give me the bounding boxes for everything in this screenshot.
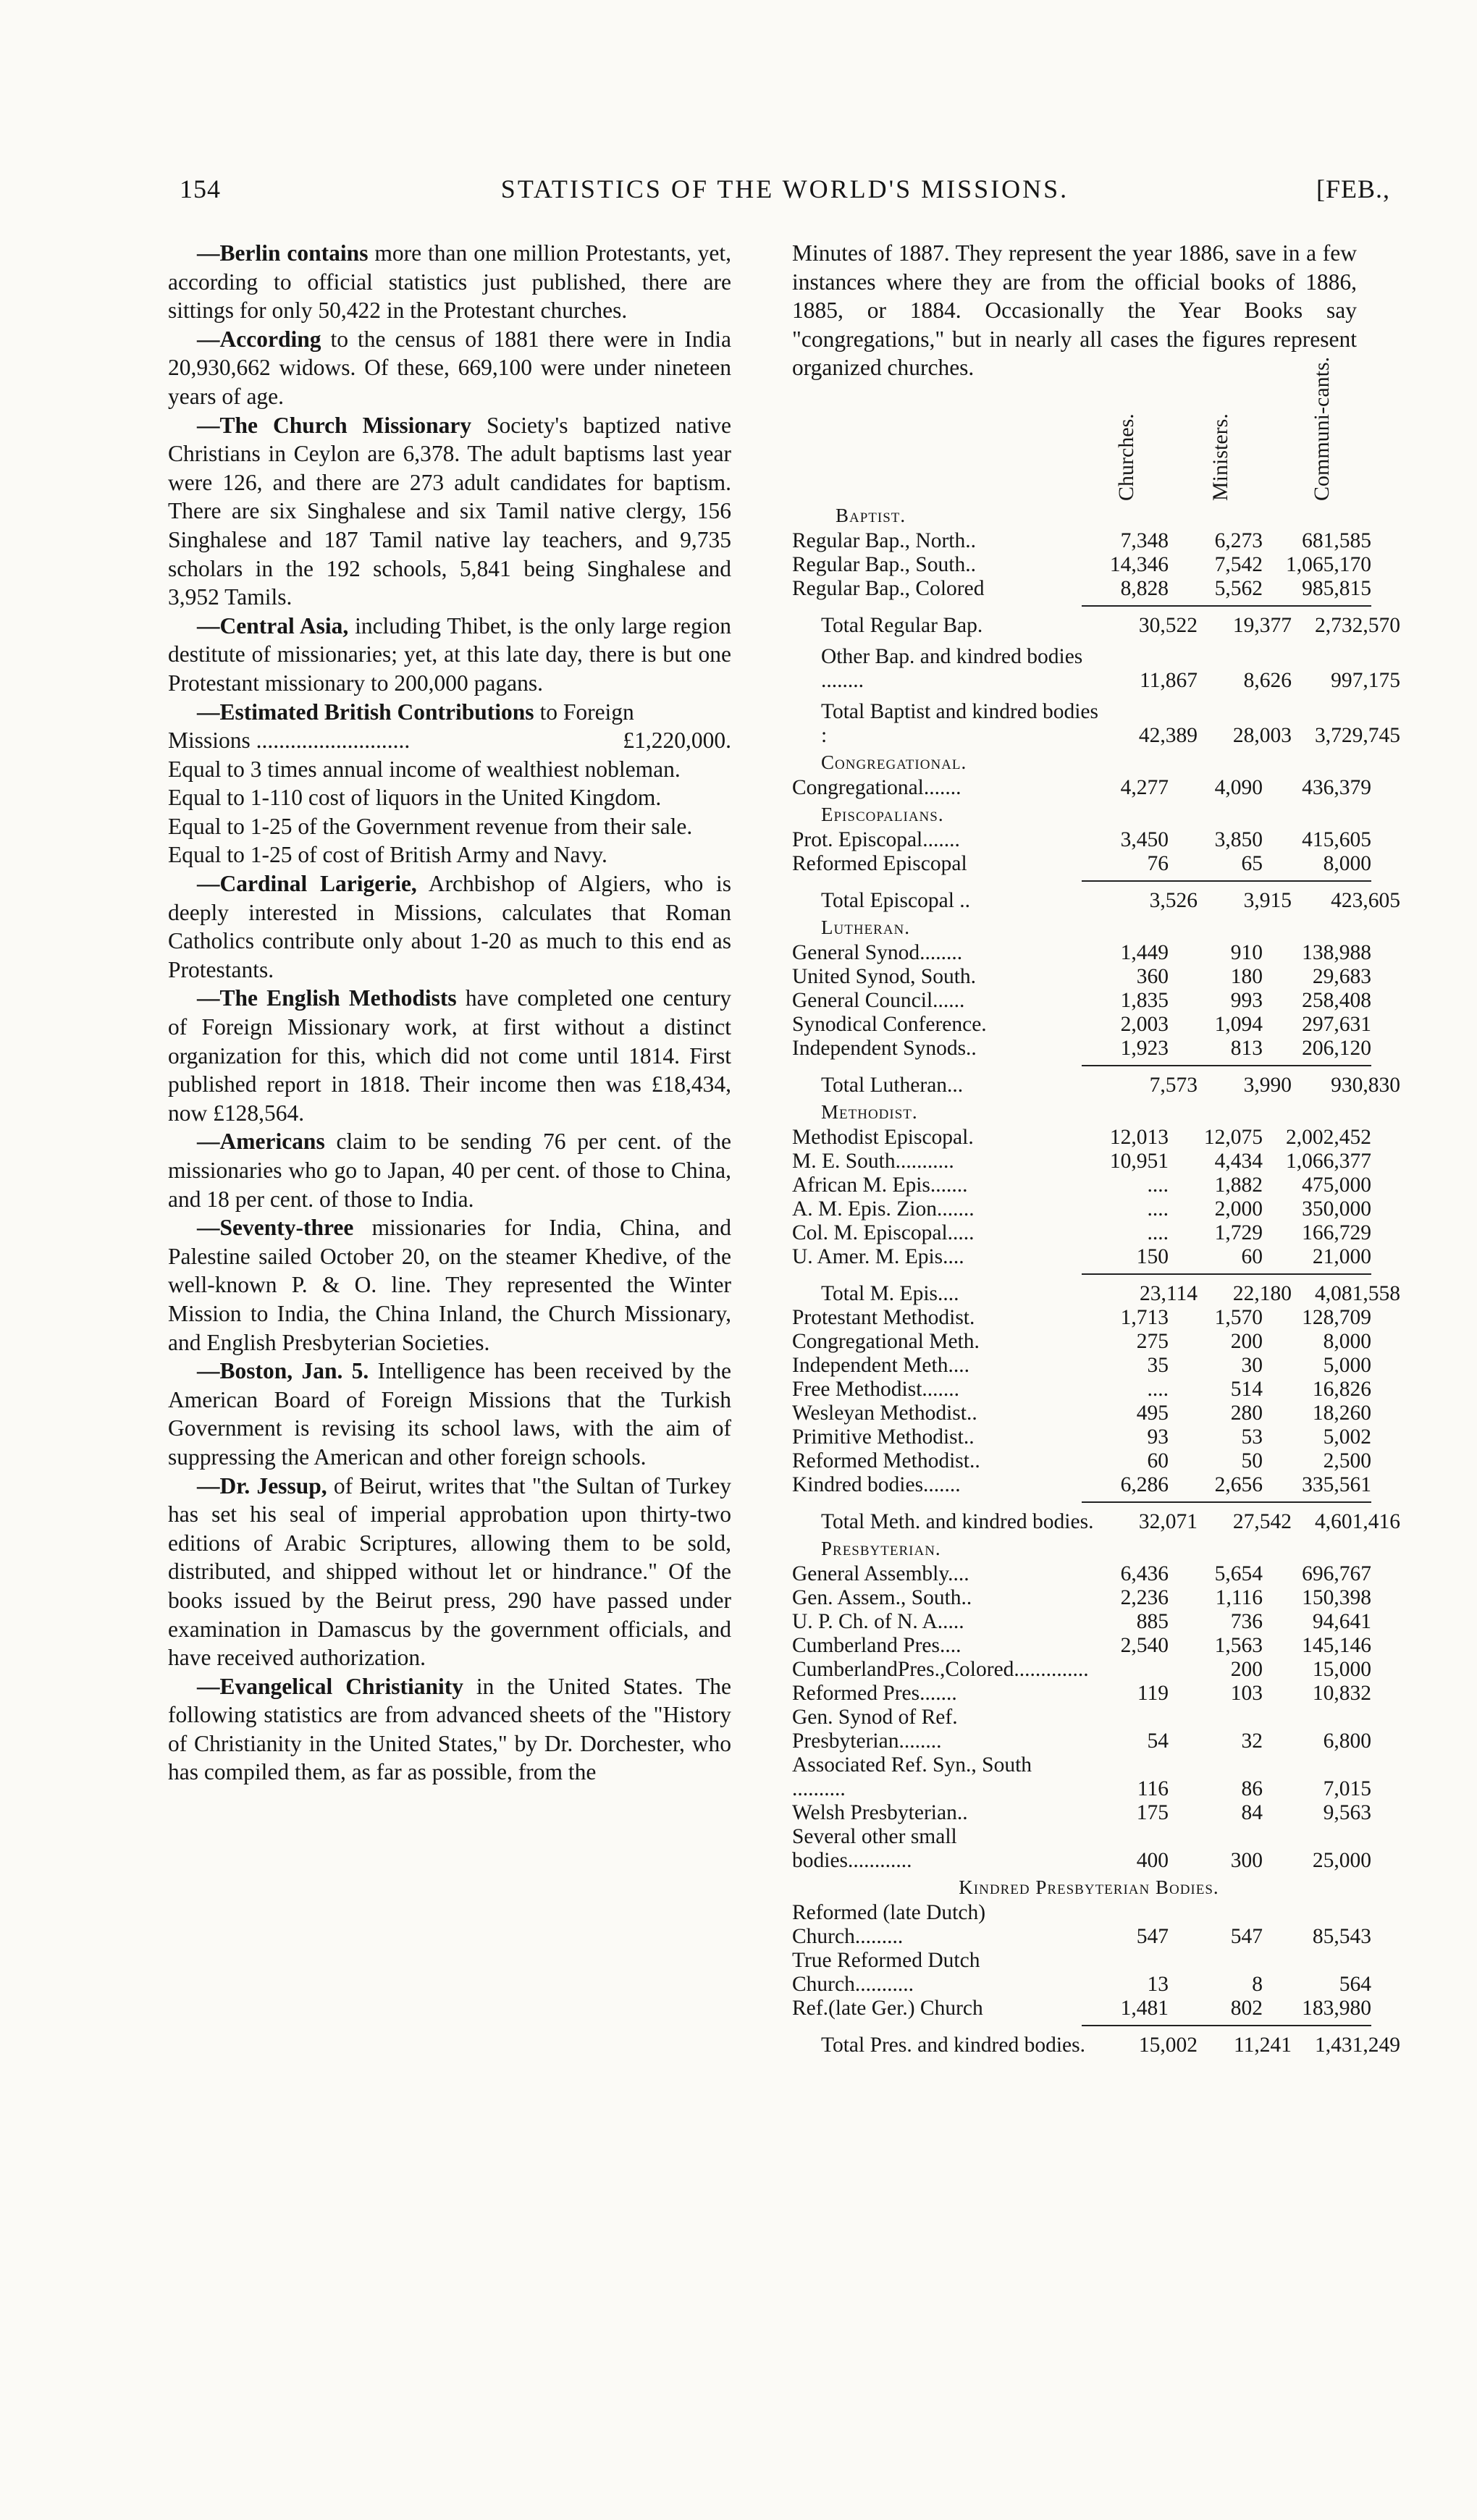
ministers-value: 8 bbox=[1252, 1972, 1263, 1996]
paragraph-berlin: —Berlin contains more than one million Protestants, yet, according to official statistics just published, there are sittings for only 50,422 in the Protestant churches. bbox=[168, 240, 731, 324]
left-column bbox=[168, 239, 731, 1787]
ministers-value: 993 bbox=[1230, 988, 1263, 1012]
row-label: M. E. South........... bbox=[792, 1149, 954, 1173]
ministers-value: 180 bbox=[1230, 964, 1263, 988]
total-row bbox=[792, 1281, 1400, 1306]
communicants-value: 985,815 bbox=[1302, 576, 1371, 600]
churches-value: 547 bbox=[1136, 1924, 1169, 1948]
ministers-value: 3,990 bbox=[1243, 1073, 1292, 1097]
table-row bbox=[792, 964, 1371, 989]
table-row bbox=[792, 1425, 1371, 1449]
ministers-value: 2,000 bbox=[1214, 1197, 1263, 1221]
row-label: Col. M. Episcopal..... bbox=[792, 1221, 975, 1244]
table-row bbox=[792, 1472, 1371, 1497]
churches-value: 2,003 bbox=[1120, 1012, 1169, 1036]
ministers-value: 4,090 bbox=[1214, 775, 1263, 799]
table-rule bbox=[1082, 2025, 1371, 2026]
communicants-value: 9,563 bbox=[1323, 1800, 1371, 1824]
table-row bbox=[792, 1609, 1371, 1634]
ministers-value: 1,570 bbox=[1214, 1305, 1263, 1329]
churches-value: 8,828 bbox=[1120, 576, 1169, 600]
ministers-value: 200 bbox=[1230, 1657, 1263, 1681]
row-label: Total Lutheran... bbox=[821, 1073, 964, 1097]
row-label: Kindred bodies....... bbox=[792, 1472, 961, 1496]
communicants-value: 21,000 bbox=[1312, 1244, 1371, 1268]
ministers-value: 8,626 bbox=[1243, 668, 1292, 692]
table-row bbox=[792, 1221, 1371, 1245]
ministers-value: 1,882 bbox=[1214, 1173, 1263, 1197]
statistics-table bbox=[792, 356, 1400, 2057]
table-row bbox=[792, 1244, 1371, 1269]
row-label: Gen. Synod of Ref. Presbyterian........ bbox=[792, 1705, 958, 1753]
ministers-value: 200 bbox=[1230, 1329, 1263, 1353]
row-label: U. Amer. M. Epis.... bbox=[792, 1244, 964, 1268]
statistics-intro: Minutes of 1887. They represent the year 1886, save in a few instances where they are from the official books of 1886, 1885, or 1884. Occasionally the Year Books say "congregations," but in nearly all cases the figures represent organized churches. bbox=[792, 240, 1357, 381]
communicants-value: 475,000 bbox=[1302, 1173, 1371, 1197]
churches-value: 42,389 bbox=[1138, 723, 1198, 747]
churches-value: 495 bbox=[1136, 1401, 1169, 1425]
ministers-value: 802 bbox=[1230, 1996, 1263, 2020]
section-heading: Episcopalians. bbox=[821, 803, 944, 825]
ministers-value: 4,434 bbox=[1214, 1149, 1263, 1173]
section-heading: Lutheran. bbox=[821, 916, 911, 938]
communicants-value: 85,543 bbox=[1312, 1924, 1371, 1948]
ministers-value: 547 bbox=[1230, 1924, 1263, 1948]
table-row bbox=[792, 528, 1371, 553]
paragraph-english-methodists: —The English Methodists have completed one century of Foreign Missionary work, at first without a distinct organization for this, which did not come until 1814. First published report in 1818. Their income then was £18,434, now £128,564. bbox=[168, 985, 731, 1126]
ministers-value: 3,915 bbox=[1243, 888, 1292, 912]
communicants-value: 150,398 bbox=[1302, 1585, 1371, 1609]
row-label: Reformed Methodist.. bbox=[792, 1449, 980, 1472]
communicants-value: 145,146 bbox=[1302, 1633, 1371, 1657]
ministers-value: 19,377 bbox=[1232, 613, 1292, 637]
communicants-value: 696,767 bbox=[1302, 1562, 1371, 1585]
churches-value: 7,348 bbox=[1120, 528, 1169, 552]
churches-value: 11,867 bbox=[1139, 668, 1198, 692]
row-label: United Synod, South. bbox=[792, 964, 977, 988]
ministers-value: 32 bbox=[1241, 1729, 1263, 1753]
churches-value: 360 bbox=[1136, 964, 1169, 988]
communicants-value: 3,729,745 bbox=[1315, 723, 1400, 747]
table-row bbox=[792, 851, 1371, 876]
communicants-value: 138,988 bbox=[1302, 940, 1371, 964]
ministers-value: 12,075 bbox=[1203, 1125, 1263, 1149]
row-label: Regular Bap., Colored bbox=[792, 576, 985, 600]
paragraph-americans: —Americans claim to be sending 76 per cent. of the missionaries who go to Japan, 40 per cent. of those to China, and 18 per cent. of those to India. bbox=[168, 1129, 731, 1212]
communicants-value: 7,015 bbox=[1323, 1777, 1371, 1800]
ministers-value: 65 bbox=[1241, 851, 1263, 875]
row-label: Total M. Epis.... bbox=[821, 1281, 959, 1305]
communicants-value: 94,641 bbox=[1312, 1609, 1371, 1633]
ministers-value: 514 bbox=[1230, 1377, 1263, 1401]
row-label: Prot. Episcopal....... bbox=[792, 827, 960, 851]
table-rule bbox=[1082, 1501, 1371, 1503]
table-row bbox=[792, 1173, 1371, 1197]
right-column bbox=[792, 239, 1400, 2057]
ministers-value: 22,180 bbox=[1232, 1281, 1292, 1305]
ministers-value: 103 bbox=[1230, 1681, 1263, 1705]
row-label: Reformed Pres....... bbox=[792, 1681, 957, 1705]
table-row bbox=[792, 1948, 1371, 1997]
communicants-value: 25,000 bbox=[1312, 1848, 1371, 1872]
table-row bbox=[792, 1125, 1371, 1150]
communicants-value: 1,065,170 bbox=[1286, 552, 1371, 576]
ministers-value: 84 bbox=[1241, 1800, 1263, 1824]
row-label: Total Baptist and kindred bodies : bbox=[821, 699, 1099, 747]
row-label: Total Episcopal .. bbox=[821, 888, 971, 912]
column-headers bbox=[792, 356, 1357, 501]
communicants-value: 297,631 bbox=[1302, 1012, 1371, 1036]
communicants-value: 1,066,377 bbox=[1286, 1149, 1371, 1173]
table-row bbox=[792, 1149, 1371, 1173]
table-row bbox=[792, 1562, 1371, 1586]
row-label: Congregational....... bbox=[792, 775, 961, 799]
communicants-value: 16,826 bbox=[1312, 1377, 1371, 1401]
table-row bbox=[792, 1401, 1371, 1425]
table-row bbox=[792, 1824, 1371, 1873]
churches-value: 3,526 bbox=[1149, 888, 1198, 912]
row-label: Associated Ref. Syn., South .......... bbox=[792, 1753, 1032, 1800]
table-row bbox=[792, 1012, 1371, 1037]
churches-value: 15,002 bbox=[1138, 2033, 1198, 2057]
ministers-value: 27,542 bbox=[1232, 1509, 1292, 1533]
churches-value: 10,951 bbox=[1109, 1149, 1169, 1173]
row-label: Several other small bodies............ bbox=[792, 1824, 957, 1872]
running-date: [FEB., bbox=[1316, 174, 1390, 203]
row-label: Methodist Episcopal. bbox=[792, 1125, 974, 1149]
churches-value: 32,071 bbox=[1138, 1509, 1198, 1533]
ministers-value: 736 bbox=[1230, 1609, 1263, 1633]
churches-value: 400 bbox=[1136, 1848, 1169, 1872]
section-heading: Congregational. bbox=[821, 751, 967, 773]
ministers-value: 60 bbox=[1241, 1244, 1263, 1268]
equal-line: Equal to 3 times annual income of wealthiest nobleman. bbox=[168, 756, 681, 782]
churches-value: 60 bbox=[1147, 1449, 1169, 1472]
churches-value: .... bbox=[1147, 1173, 1169, 1197]
churches-value: 35 bbox=[1147, 1353, 1169, 1377]
communicants-value: 10,832 bbox=[1312, 1681, 1371, 1705]
row-label: Independent Meth.... bbox=[792, 1353, 969, 1377]
communicants-value: 8,000 bbox=[1323, 1329, 1371, 1353]
total-row bbox=[792, 644, 1400, 693]
ministers-value: 5,654 bbox=[1214, 1562, 1263, 1585]
paragraph-seventy-three: —Seventy-three missionaries for India, China, and Palestine sailed October 20, on the steamer Khedive, of the well-known P. & O. line. They represented the Winter Mission to India, the China Inland, the Church Missionary, and English Presbyterian Societies. bbox=[168, 1215, 731, 1355]
table-row bbox=[792, 1800, 1371, 1825]
churches-value: 3,450 bbox=[1120, 827, 1169, 851]
row-label: Reformed (late Dutch) Church......... bbox=[792, 1900, 986, 1948]
communicants-value: 8,000 bbox=[1323, 851, 1371, 875]
ministers-value: 2,656 bbox=[1214, 1472, 1263, 1496]
ministers-value: 6,273 bbox=[1214, 528, 1263, 552]
paragraph-ceylon: —The Church Missionary Society's baptized native Christians in Ceylon are 6,378. The adult baptisms last year were 126, and there are 273 adult candidates for baptism. There are six Singhalese and six Tamil native clergy, 156 Singhalese and 187 Tamil native lay teachers, and 9,735 scholars in the 192 schools, 5,841 being Singhalese and 3,952 Tamils. bbox=[168, 412, 731, 610]
row-label: Welsh Presbyterian.. bbox=[792, 1800, 968, 1824]
table-row bbox=[792, 1633, 1371, 1658]
paragraph-india-widows: —According to the census of 1881 there were in India 20,930,662 widows. Of these, 669,100 were under nineteen years of age. bbox=[168, 326, 731, 409]
running-title: STATISTICS OF THE WORLD'S MISSIONS. bbox=[500, 174, 1069, 203]
ministers-value: 300 bbox=[1230, 1848, 1263, 1872]
row-label: Wesleyan Methodist.. bbox=[792, 1401, 977, 1425]
churches-value: 93 bbox=[1147, 1425, 1169, 1449]
ministers-value: 280 bbox=[1230, 1401, 1263, 1425]
table-rule bbox=[1082, 1273, 1371, 1275]
section-heading: Kindred Presbyterian Bodies. bbox=[959, 1876, 1219, 1898]
communicants-value: 5,002 bbox=[1323, 1425, 1371, 1449]
table-row bbox=[792, 1585, 1371, 1610]
table-row bbox=[792, 1996, 1371, 2020]
table-row bbox=[792, 1036, 1371, 1061]
row-label: Gen. Assem., South.. bbox=[792, 1585, 972, 1609]
churches-value: 2,540 bbox=[1120, 1633, 1169, 1657]
ministers-value: 28,003 bbox=[1232, 723, 1292, 747]
churches-value: 4,277 bbox=[1120, 775, 1169, 799]
churches-value: 2,236 bbox=[1120, 1585, 1169, 1609]
churches-value: 23,114 bbox=[1139, 1281, 1198, 1305]
communicants-value: 4,601,416 bbox=[1315, 1509, 1400, 1533]
churches-value: 150 bbox=[1136, 1244, 1169, 1268]
paragraph-evangelical: —Evangelical Christianity in the United States. The following statistics are from advanced sheets of the "History of Christianity in the United States," by Dr. Dorchester, who has compiled them, as far as possible, from the bbox=[168, 1673, 731, 1785]
churches-value: 175 bbox=[1136, 1800, 1169, 1824]
paragraph-boston: —Boston, Jan. 5. Intelligence has been received by the American Board of Foreign Missions that the Turkish Government is revising its school laws, with the aim of suppressing the American and other foreign schools. bbox=[168, 1358, 731, 1470]
row-label: Congregational Meth. bbox=[792, 1329, 980, 1353]
ministers-value: 1,729 bbox=[1214, 1221, 1263, 1244]
communicants-value: 415,605 bbox=[1302, 827, 1371, 851]
churches-value: 1,713 bbox=[1120, 1305, 1169, 1329]
british-contributions: —Estimated British Contributions to Foreign Missions ........................... £1,220,000. bbox=[168, 699, 731, 754]
paragraph-central-asia: —Central Asia, including Thibet, is the only large region destitute of missionaries; yet, at this late day, there is but one Protestant missionary to 200,000 pagans. bbox=[168, 612, 731, 696]
communicants-value: 2,500 bbox=[1323, 1449, 1371, 1472]
ministers-value: 50 bbox=[1241, 1449, 1263, 1472]
churches-value: 7,573 bbox=[1149, 1073, 1198, 1097]
churches-value: 13 bbox=[1147, 1972, 1169, 1996]
row-label: General Assembly.... bbox=[792, 1562, 969, 1585]
communicants-value: 166,729 bbox=[1302, 1221, 1371, 1244]
communicants-value: 206,120 bbox=[1302, 1036, 1371, 1060]
paragraph-jessup: —Dr. Jessup, of Beirut, writes that "the Sultan of Turkey has set his seal of imperial approbation upon thirty-two editions of Arabic Scriptures, allowing them to be sold, distributed, and shipped without let or hindrance." Of the books issued by the Beirut press, 290 have passed under examination in Damascus by the government officials, and have received authorization. bbox=[168, 1472, 732, 1671]
row-label: True Reformed Dutch Church........... bbox=[792, 1948, 980, 1996]
table-row bbox=[792, 1353, 1371, 1378]
communicants-value: 2,002,452 bbox=[1286, 1125, 1371, 1149]
table-rule bbox=[1082, 1065, 1371, 1066]
row-label: Regular Bap., North.. bbox=[792, 528, 976, 552]
communicants-value: 4,081,558 bbox=[1315, 1281, 1400, 1305]
total-row bbox=[792, 699, 1400, 748]
row-label: Ref.(late Ger.) Church bbox=[792, 1996, 983, 2020]
section-heading: Baptist. bbox=[836, 504, 906, 526]
churches-value: 1,923 bbox=[1120, 1036, 1169, 1060]
churches-value: 885 bbox=[1136, 1609, 1169, 1633]
row-label: Cumberland Pres.... bbox=[792, 1633, 961, 1657]
row-label: Free Methodist....... bbox=[792, 1377, 960, 1401]
churches-value: 1,835 bbox=[1120, 988, 1169, 1012]
row-label: Total Regular Bap. bbox=[821, 613, 983, 637]
row-label: Independent Synods.. bbox=[792, 1036, 977, 1060]
communicants-value: 18,260 bbox=[1312, 1401, 1371, 1425]
communicants-value: 930,830 bbox=[1331, 1073, 1400, 1097]
communicants-value: 564 bbox=[1339, 1972, 1371, 1996]
row-label: Primitive Methodist.. bbox=[792, 1425, 975, 1449]
communicants-value: 1,431,249 bbox=[1315, 2033, 1400, 2057]
churches-value: 30,522 bbox=[1138, 613, 1198, 637]
table-rule bbox=[1082, 880, 1371, 882]
page-number: 154 bbox=[180, 174, 221, 203]
ministers-value: 813 bbox=[1230, 1036, 1263, 1060]
ministers-value: 910 bbox=[1230, 940, 1263, 964]
churches-value: 14,346 bbox=[1109, 552, 1169, 576]
row-label: A. M. Epis. Zion....... bbox=[792, 1197, 975, 1221]
churches-value: 76 bbox=[1147, 851, 1169, 875]
total-row bbox=[792, 2033, 1400, 2057]
row-label: African M. Epis....... bbox=[792, 1173, 968, 1197]
communicants-value: 2,732,570 bbox=[1315, 613, 1400, 637]
row-label: Protestant Methodist. bbox=[792, 1305, 975, 1329]
table-row bbox=[792, 1681, 1371, 1706]
ministers-value: 5,562 bbox=[1214, 576, 1263, 600]
churches-value: 6,286 bbox=[1120, 1472, 1169, 1496]
ministers-value: 30 bbox=[1241, 1353, 1263, 1377]
table-row bbox=[792, 988, 1371, 1013]
communicants-value: 6,800 bbox=[1323, 1729, 1371, 1753]
communicants-value: 436,379 bbox=[1302, 775, 1371, 799]
equal-line: Equal to 1-25 of the Government revenue from their sale. bbox=[168, 813, 693, 839]
communicants-value: 258,408 bbox=[1302, 988, 1371, 1012]
communicants-value: 681,585 bbox=[1302, 528, 1371, 552]
total-row bbox=[792, 1509, 1400, 1534]
total-row bbox=[792, 613, 1400, 638]
row-label: U. P. Ch. of N. A..... bbox=[792, 1609, 964, 1633]
row-label: Synodical Conference. bbox=[792, 1012, 987, 1036]
table-row bbox=[792, 827, 1371, 852]
section-heading: Presbyterian. bbox=[821, 1537, 941, 1559]
page-header bbox=[180, 174, 1390, 217]
communicants-value: 335,561 bbox=[1302, 1472, 1371, 1496]
churches-value: 54 bbox=[1147, 1729, 1169, 1753]
communicants-value: 5,000 bbox=[1323, 1353, 1371, 1377]
ministers-value: 3,850 bbox=[1214, 827, 1263, 851]
churches-value: 116 bbox=[1137, 1777, 1169, 1800]
table-row bbox=[792, 1305, 1371, 1330]
communicants-value: 997,175 bbox=[1331, 668, 1400, 692]
ministers-value: 53 bbox=[1241, 1425, 1263, 1449]
table-row bbox=[792, 775, 1371, 800]
table-row bbox=[792, 1705, 1371, 1753]
table-row bbox=[792, 1900, 1371, 1949]
total-row bbox=[792, 1073, 1400, 1097]
paragraph-cardinal: —Cardinal Larigerie, Archbishop of Algiers, who is deeply interested in Missions, calculates that Roman Catholics contribute only about 1-20 as much to this end as Protestants. bbox=[168, 871, 732, 982]
churches-value: 12,013 bbox=[1109, 1125, 1169, 1149]
ministers-value: 1,116 bbox=[1215, 1585, 1263, 1609]
table-row bbox=[792, 1197, 1371, 1221]
row-label: General Council...... bbox=[792, 988, 965, 1012]
ministers-value: 1,094 bbox=[1214, 1012, 1263, 1036]
table-row bbox=[792, 552, 1371, 577]
ministers-value: 86 bbox=[1241, 1777, 1263, 1800]
row-label: Regular Bap., South.. bbox=[792, 552, 977, 576]
equal-line: Equal to 1-25 of cost of British Army and Navy. bbox=[168, 842, 607, 868]
row-label: Total Meth. and kindred bodies. bbox=[821, 1509, 1094, 1533]
churches-value: 1,481 bbox=[1120, 1996, 1169, 2020]
table-row bbox=[792, 1377, 1371, 1402]
table-row bbox=[792, 1329, 1371, 1354]
table-row bbox=[792, 1753, 1371, 1801]
churches-value: 1,449 bbox=[1120, 940, 1169, 964]
churches-value: .... bbox=[1147, 1377, 1169, 1401]
row-label: Reformed Episcopal bbox=[792, 851, 967, 875]
column-header-ministers: Ministers. bbox=[1208, 413, 1232, 501]
row-label: CumberlandPres.,Colored.............. bbox=[792, 1657, 1089, 1681]
row-label: General Synod........ bbox=[792, 940, 963, 964]
table-row bbox=[792, 1449, 1371, 1473]
column-header-churches: Churches. bbox=[1114, 413, 1138, 501]
communicants-value: 29,683 bbox=[1312, 964, 1371, 988]
column-header-communicants: Communi-cants. bbox=[1310, 356, 1334, 501]
row-label: Other Bap. and kindred bodies ........ bbox=[821, 644, 1083, 692]
churches-value: .... bbox=[1147, 1197, 1169, 1221]
row-label: Total Pres. and kindred bodies. bbox=[821, 2033, 1085, 2057]
communicants-value: 350,000 bbox=[1302, 1197, 1371, 1221]
ministers-value: 1,563 bbox=[1214, 1633, 1263, 1657]
ministers-value: 11,241 bbox=[1233, 2033, 1292, 2057]
table-row bbox=[792, 576, 1371, 601]
table-row bbox=[792, 940, 1371, 965]
communicants-value: 183,980 bbox=[1302, 1996, 1371, 2020]
table-rule bbox=[1082, 605, 1371, 607]
total-row bbox=[792, 888, 1400, 913]
churches-value: 6,436 bbox=[1120, 1562, 1169, 1585]
churches-value: .... bbox=[1147, 1221, 1169, 1244]
communicants-value: 423,605 bbox=[1331, 888, 1400, 912]
table-row bbox=[792, 1657, 1371, 1682]
churches-value: 119 bbox=[1137, 1681, 1169, 1705]
communicants-value: 128,709 bbox=[1302, 1305, 1371, 1329]
churches-value: 275 bbox=[1136, 1329, 1169, 1353]
section-heading: Methodist. bbox=[821, 1100, 918, 1123]
ministers-value: 7,542 bbox=[1214, 552, 1263, 576]
communicants-value: 15,000 bbox=[1312, 1657, 1371, 1681]
equal-line: Equal to 1-110 cost of liquors in the United Kingdom. bbox=[168, 785, 662, 811]
